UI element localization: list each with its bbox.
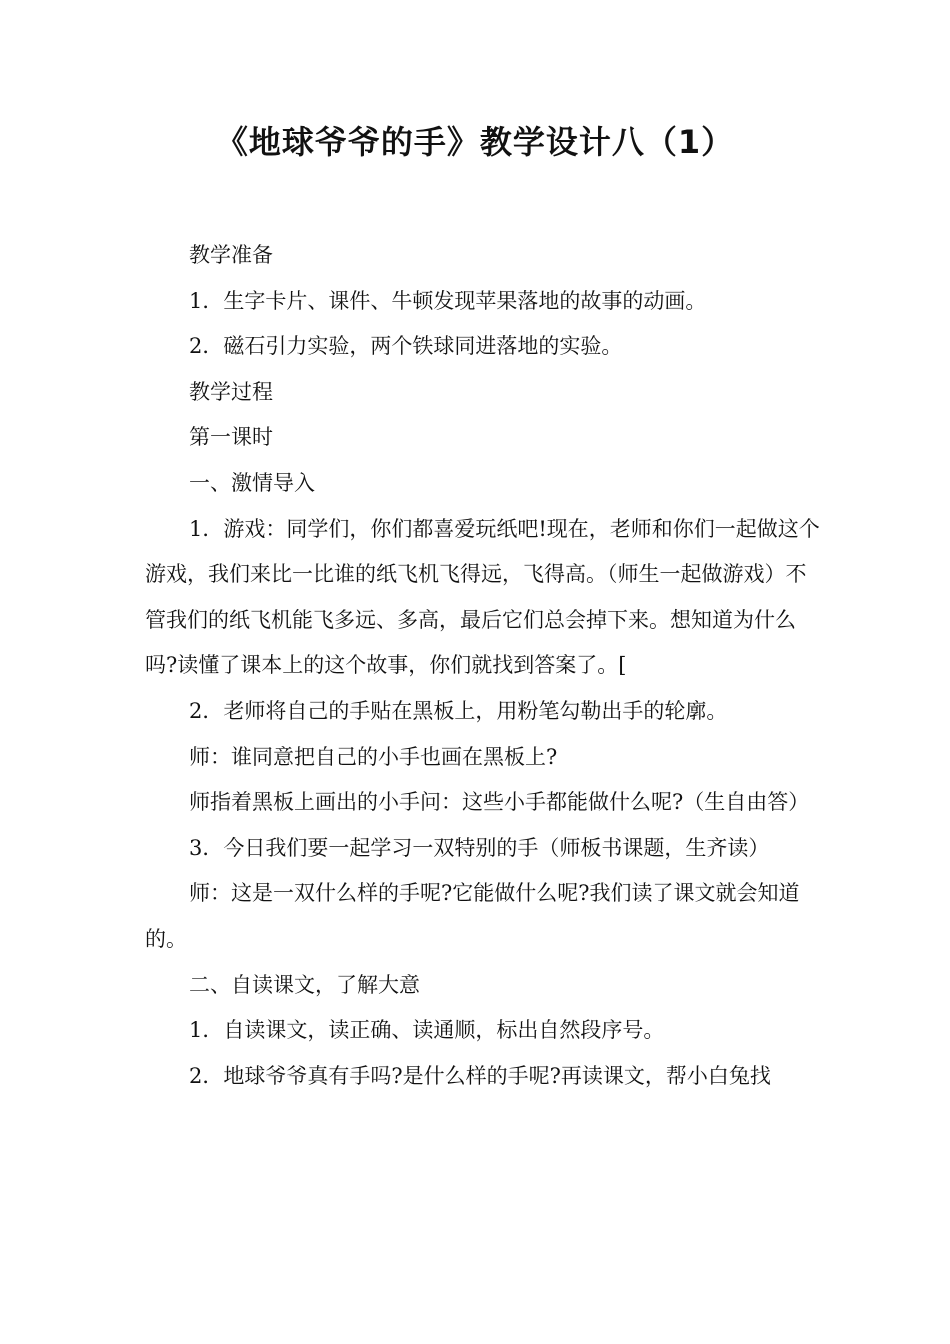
document-body [145,233,825,1099]
paragraph: 2．老师将自己的手贴在黑板上，用粉笔勾勒出手的轮廓。 [189,698,728,723]
paragraph-section-heading: 二、自读课文，了解大意 [189,972,420,997]
paragraph: 2．磁石引力实验，两个铁球同进落地的实验。 [189,334,623,359]
paragraph-lesson-heading: 第一课时 [189,425,273,450]
paragraph-prep-heading: 教学准备 [189,243,273,267]
paragraph: 师：这是一双什么样的手呢?它能做什么呢?我们读了课文就会知道的。 [145,881,800,951]
paragraph: 3．今日我们要一起学习一双特别的手（师板书课题，生齐读） [189,835,770,860]
paragraph: 2．地球爷爷真有手吗?是什么样的手呢?再读课文，帮小白兔找 [189,1063,771,1088]
paragraph: 1．游戏：同学们，你们都喜爱玩纸吧!现在，老师和你们一起做这个游戏，我们来比一比谁的纸飞机飞得远，飞得高。（师生一起做游戏）不管我们的纸飞机能飞多远、多高，最后它们总会掉下来。想知道为什么吗?读懂了课本上的这个故事，你们就找到答案了。[ [145,516,820,678]
paragraph: 1．自读课文，读正确、读通顺，标出自然段序号。 [189,1018,665,1043]
paragraph-process-heading: 教学过程 [189,379,273,404]
paragraph: 师：谁同意把自己的小手也画在黑板上? [189,744,558,769]
paragraph: 1．生字卡片、课件、牛顿发现苹果落地的故事的动画。 [189,288,707,313]
document-title: 《地球爷爷的手》教学设计八（1） [215,123,735,161]
paragraph: 师指着黑板上画出的小手问：这些小手都能做什么呢?（生自由答） [189,790,810,815]
paragraph-section-heading: 一、激情导入 [189,470,315,495]
